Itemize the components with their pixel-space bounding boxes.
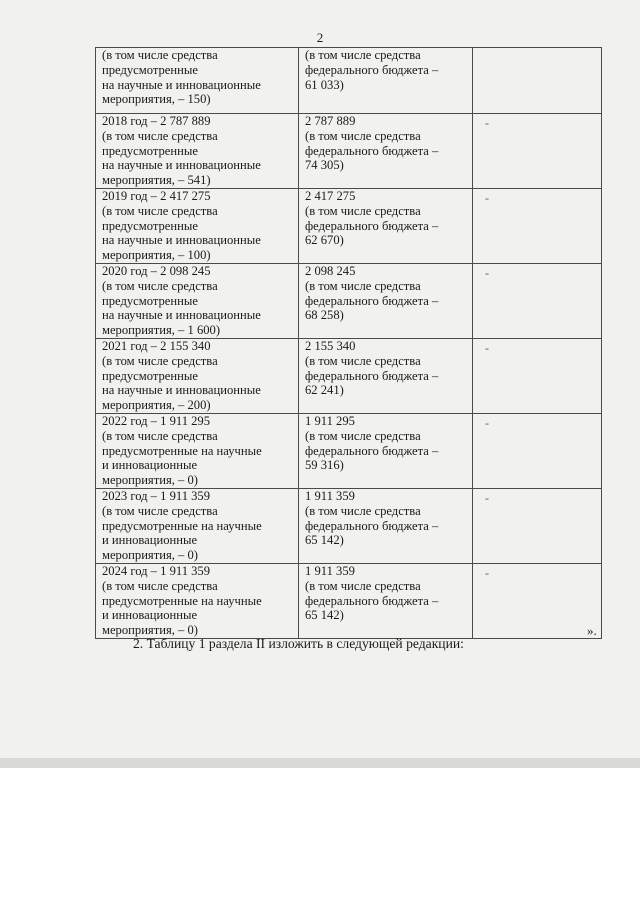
cell-line: 1 911 359 [305,563,355,578]
cell-line: предусмотренные [102,293,198,308]
cell-line: и инновационные [102,608,198,623]
cell-line: 59 316) [305,458,344,473]
other-funding-cell [473,188,602,263]
cell-line: на научные и инновационные [102,308,261,323]
cell-line: федерального бюджета – [305,62,439,77]
funding-total-cell [96,413,299,488]
funding-total-cell [96,563,299,638]
table-row [96,114,602,189]
funding-total-cell [96,188,299,263]
cell-line: 2 155 340 [305,338,356,353]
cell-line: предусмотренные [102,218,198,233]
cell-line: 1 911 295 [305,413,355,428]
table-row [96,338,602,413]
cell-line: мероприятия, – 0) [102,548,198,563]
cell-line: предусмотренные [102,143,198,158]
cell-line: (в том числе средства [305,578,421,593]
empty-dash: - [485,490,489,505]
amendment-paragraph: 2. Таблицу 1 раздела II изложить в следующей редакции: [133,636,464,651]
federal-funding-cell [299,114,473,189]
cell-line: мероприятия, – 0) [102,623,198,638]
table-row [96,413,602,488]
table-row [96,563,602,638]
other-funding-cell [473,563,602,638]
cell-line: на научные и инновационные [102,158,261,173]
cell-line: мероприятия, – 541) [102,173,211,188]
cell-line: мероприятия, – 1 600) [102,323,221,338]
cell-line: 2021 год – 2 155 340 [102,338,211,353]
federal-funding-cell [299,488,473,563]
cell-line: федерального бюджета – [305,518,439,533]
federal-funding-cell [299,263,473,338]
cell-line: на научные и инновационные [102,77,261,92]
cell-line: федерального бюджета – [305,443,439,458]
federal-funding-cell [299,338,473,413]
cell-line: (в том числе средства [102,48,218,62]
cell-line: 65 142) [305,608,344,623]
funding-total-cell [96,48,299,114]
table-row [96,263,602,338]
cell-line: (в том числе средства [102,578,218,593]
cell-line: 2023 год – 1 911 359 [102,488,211,503]
cell-line: 2 787 889 [305,114,356,128]
cell-line: мероприятия, – 0) [102,473,198,488]
budget-table [95,47,602,639]
cell-line: (в том числе средства [305,278,421,293]
cell-line: мероприятия, – 150) [102,92,211,107]
cell-line: 1 911 359 [305,488,355,503]
empty-dash: - [485,116,489,130]
cell-line: 2024 год – 1 911 359 [102,563,211,578]
page-number: 2 [316,30,324,45]
empty-dash: - [485,415,489,430]
cell-line: 2020 год – 2 098 245 [102,263,211,278]
cell-line: на научные и инновационные [102,233,261,248]
cell-line: (в том числе средства [305,128,421,143]
cell-line: (в том числе средства [102,278,218,293]
empty-dash: - [485,340,489,355]
cell-line: федерального бюджета – [305,293,439,308]
funding-total-cell [96,488,299,563]
federal-funding-cell [299,563,473,638]
cell-line: на научные и инновационные [102,383,261,398]
other-funding-cell [473,263,602,338]
funding-total-cell [96,263,299,338]
other-funding-cell [473,488,602,563]
cell-line: (в том числе средства [102,128,218,143]
cell-line: предусмотренные на научные [102,593,262,608]
cell-line: 2 098 245 [305,263,356,278]
empty-dash: - [485,565,489,580]
scan-edge [0,758,640,768]
cell-line: мероприятия, – 100) [102,248,211,263]
cell-line: и инновационные [102,533,198,548]
funding-total-cell [96,338,299,413]
cell-line: предусмотренные [102,62,198,77]
federal-funding-cell [299,188,473,263]
cell-line: предусмотренные на научные [102,518,262,533]
cell-line: федерального бюджета – [305,218,439,233]
cell-line: 62 241) [305,383,344,398]
cell-line: (в том числе средства [305,503,421,518]
cell-line: (в том числе средства [305,353,421,368]
cell-line: 2 417 275 [305,188,356,203]
table-row [96,48,602,114]
cell-line: федерального бюджета – [305,368,439,383]
cell-line: федерального бюджета – [305,143,439,158]
cell-line: (в том числе средства [305,428,421,443]
funding-total-cell [96,114,299,189]
other-funding-cell [473,114,602,189]
cell-line: 2018 год – 2 787 889 [102,114,211,128]
cell-line: 2022 год – 1 911 295 [102,413,211,428]
cell-line: предусмотренные на научные [102,443,262,458]
cell-line: 2019 год – 2 417 275 [102,188,211,203]
cell-line: (в том числе средства [102,428,218,443]
cell-line: 68 258) [305,308,344,323]
other-funding-cell [473,48,602,114]
cell-line: предусмотренные [102,368,198,383]
cell-line: мероприятия, – 200) [102,398,211,413]
cell-line: (в том числе средства [305,203,421,218]
federal-funding-cell [299,413,473,488]
empty-dash: - [485,190,489,205]
cell-line: и инновационные [102,458,198,473]
federal-funding-cell [299,48,473,114]
other-funding-cell [473,338,602,413]
cell-line: федерального бюджета – [305,593,439,608]
cell-line: 62 670) [305,233,344,248]
cell-line: (в том числе средства [102,203,218,218]
table-row [96,488,602,563]
cell-line: 61 033) [305,77,344,92]
empty-dash: - [485,265,489,280]
cell-line: (в том числе средства [102,503,218,518]
other-funding-cell [473,413,602,488]
closing-quote: ». [587,623,597,638]
table-row [96,188,602,263]
cell-line: (в том числе средства [102,353,218,368]
empty-dash [479,48,597,50]
cell-line: 74 305) [305,158,344,173]
cell-line: (в том числе средства [305,48,421,62]
cell-line: 65 142) [305,533,344,548]
